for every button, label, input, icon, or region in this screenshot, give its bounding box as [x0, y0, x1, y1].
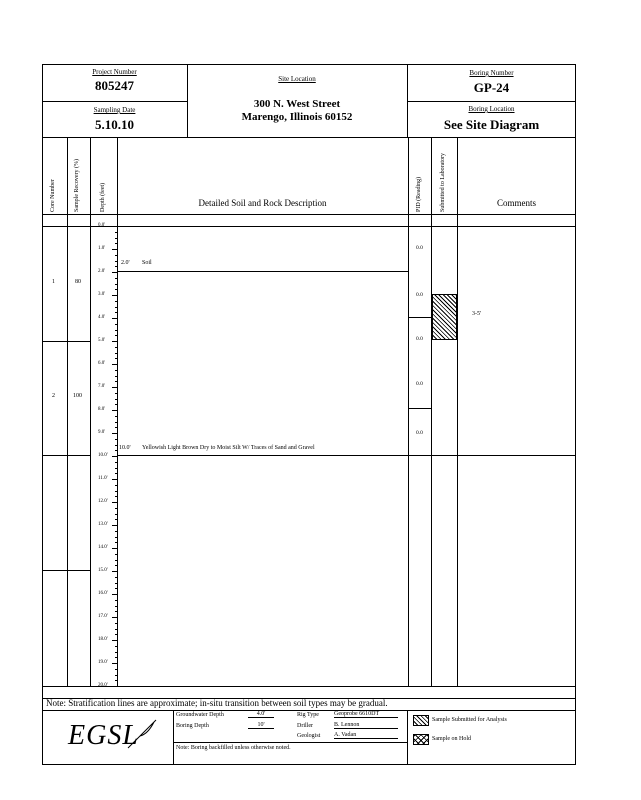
depth-tick [112, 617, 118, 618]
depth-tick [112, 433, 118, 434]
depth-minor-tick [115, 232, 118, 233]
core-recovery-2: 100 [73, 393, 82, 399]
strata-line [117, 455, 576, 456]
strata-description: Soil [142, 260, 152, 266]
depth-label: 15.0' [98, 568, 108, 573]
driller-label: Driller [297, 723, 313, 729]
depth-minor-tick [115, 347, 118, 348]
boring-log-frame [42, 64, 576, 765]
depth-tick [112, 272, 118, 273]
header-divider [42, 101, 187, 102]
column-header-bottom-2 [42, 226, 576, 227]
strata-line [117, 271, 408, 272]
sampling-date: 5.10.10 [95, 117, 134, 132]
depth-label: 4.0' [98, 315, 106, 320]
col-line-pid [431, 137, 432, 686]
depth-label: 5.0' [98, 338, 106, 343]
depth-minor-tick [115, 485, 118, 486]
depth-label: 12.0' [98, 499, 108, 504]
sampling-date-label: Sampling Date [93, 106, 136, 114]
footer-col-line [173, 710, 174, 765]
depth-minor-tick [115, 255, 118, 256]
submitted-sample-hatch [432, 294, 457, 340]
depth-minor-tick [115, 680, 118, 681]
depth-minor-tick [115, 422, 118, 423]
rig-type-label: Rig Type [297, 712, 319, 718]
depth-tick [112, 594, 118, 595]
depth-minor-tick [115, 623, 118, 624]
footer-top-line [42, 710, 576, 711]
depth-minor-tick [115, 450, 118, 451]
groundwater-label: Groundwater Depth [176, 712, 224, 718]
geologist-value: A. Vadan [334, 732, 398, 739]
depth-label: 19.0' [98, 660, 108, 665]
comment-text: 3-5' [472, 311, 482, 317]
log-bottom-line [42, 686, 576, 687]
site-address-line1: 300 N. West Street [253, 98, 341, 110]
depth-minor-tick [115, 588, 118, 589]
depth-minor-tick [115, 554, 118, 555]
depth-minor-tick [115, 675, 118, 676]
depth-tick [112, 249, 118, 250]
depth-label: 9.0' [98, 430, 106, 435]
pid-divider [408, 408, 431, 409]
depth-tick [112, 663, 118, 664]
core-boundary [42, 455, 90, 456]
description-header: Detailed Soil and Rock Description [198, 198, 327, 208]
rig-type-value: Geoprobe 6610DT [334, 711, 398, 718]
depth-tick [112, 341, 118, 342]
depth-minor-tick [115, 324, 118, 325]
core-boundary [42, 570, 90, 571]
core-boundary [42, 341, 90, 342]
core-number-header: Core Number [50, 179, 56, 212]
depth-minor-tick [115, 462, 118, 463]
depth-minor-tick [115, 301, 118, 302]
depth-minor-tick [115, 468, 118, 469]
pid-reading: 0.0 [416, 292, 423, 298]
site-address-line2: Marengo, Illinois 60152 [241, 111, 353, 123]
depth-tick [112, 640, 118, 641]
submitted-header: Submitted to Laboratory [440, 153, 446, 212]
boring-location: See Site Diagram [443, 117, 540, 132]
depth-minor-tick [115, 519, 118, 520]
depth-label: 8.0' [98, 407, 106, 412]
core-recovery-1: 80 [75, 279, 81, 285]
depth-label: 7.0' [98, 384, 106, 389]
depth-minor-tick [115, 376, 118, 377]
core-number-2: 2 [52, 393, 55, 399]
depth-minor-tick [115, 473, 118, 474]
depth-tick [112, 571, 118, 572]
header-divider [407, 101, 576, 102]
depth-label: 11.0' [98, 476, 108, 481]
depth-minor-tick [115, 560, 118, 561]
depth-tick [112, 318, 118, 319]
depth-minor-tick [115, 370, 118, 371]
depth-tick [112, 410, 118, 411]
col-line-submitted [457, 137, 458, 686]
depth-minor-tick [115, 669, 118, 670]
depth-minor-tick [115, 491, 118, 492]
depth-minor-tick [115, 629, 118, 630]
groundwater-value: 4.0' [248, 711, 274, 718]
site-location-label: Site Location [278, 75, 316, 83]
strata-description: Yellowish Light Brown Dry to Moist Silt W/ Traces of Sand and Gravel [142, 445, 315, 451]
depth-label: 18.0' [98, 637, 108, 642]
column-header-bottom [42, 214, 576, 215]
quill-icon [126, 716, 160, 750]
depth-label: 10.0' [98, 453, 108, 458]
depth-tick [112, 502, 118, 503]
depth-tick [112, 226, 118, 227]
depth-label: 0.0' [98, 223, 106, 228]
depth-minor-tick [115, 330, 118, 331]
depth-minor-tick [115, 652, 118, 653]
core-number-1: 1 [52, 279, 55, 285]
depth-minor-tick [115, 537, 118, 538]
depth-label: 2.0' [98, 269, 106, 274]
depth-tick [112, 364, 118, 365]
depth-label: 3.0' [98, 292, 106, 297]
depth-minor-tick [115, 404, 118, 405]
boring-depth-value: 10' [248, 722, 274, 729]
depth-minor-tick [115, 278, 118, 279]
sample-recovery-header: Sample Recovery (%) [74, 159, 80, 212]
legend-hold-swatch [413, 734, 429, 745]
depth-tick [112, 295, 118, 296]
depth-minor-tick [115, 307, 118, 308]
depth-minor-tick [115, 514, 118, 515]
depth-minor-tick [115, 358, 118, 359]
depth-header: Depth (feet) [100, 182, 106, 212]
depth-minor-tick [115, 289, 118, 290]
depth-minor-tick [115, 577, 118, 578]
depth-label: 13.0' [98, 522, 108, 527]
depth-minor-tick [115, 508, 118, 509]
geologist-label: Geologist [297, 733, 321, 739]
col-line-description [408, 137, 409, 686]
depth-minor-tick [115, 634, 118, 635]
depth-label: 20.0' [98, 683, 108, 688]
footer-col-line [407, 710, 408, 765]
depth-minor-tick [115, 531, 118, 532]
depth-minor-tick [115, 399, 118, 400]
project-number-label: Project Number [92, 68, 137, 76]
depth-minor-tick [115, 416, 118, 417]
backfill-note: Note: Boring backfilled unless otherwise noted. [176, 745, 291, 751]
stratification-note: Note: Stratification lines are approximate; in-situ transition between soil types may be gradual. [46, 698, 388, 708]
strata-depth: 2.0' [121, 260, 130, 266]
depth-tick [112, 548, 118, 549]
depth-minor-tick [115, 657, 118, 658]
header-bottom-line [42, 137, 576, 138]
legend-submitted-label: Sample Submitted for Analysis [432, 717, 507, 723]
footer-inner-line [173, 742, 407, 743]
boring-location-label: Boring Location [468, 105, 515, 113]
depth-minor-tick [115, 335, 118, 336]
pid-reading: 0.0 [416, 381, 423, 387]
col-line-core [67, 137, 68, 686]
depth-label: 1.0' [98, 246, 106, 251]
depth-label: 14.0' [98, 545, 108, 550]
depth-minor-tick [115, 427, 118, 428]
depth-tick [112, 387, 118, 388]
legend-hold-label: Sample on Hold [432, 736, 471, 742]
depth-minor-tick [115, 381, 118, 382]
strata-depth: 10.0' [119, 445, 131, 451]
depth-minor-tick [115, 261, 118, 262]
project-number: 805247 [95, 78, 134, 93]
depth-minor-tick [115, 266, 118, 267]
comments-header: Comments [496, 198, 536, 208]
depth-label: 17.0' [98, 614, 108, 619]
depth-tick [112, 456, 118, 457]
depth-minor-tick [115, 496, 118, 497]
pid-reading: 0.0 [416, 336, 423, 342]
depth-minor-tick [115, 565, 118, 566]
depth-minor-tick [115, 600, 118, 601]
depth-minor-tick [115, 583, 118, 584]
depth-tick [112, 479, 118, 480]
col-line-depth [117, 137, 118, 686]
pid-reading: 0.0 [416, 430, 423, 436]
boring-number-label: Boring Number [469, 69, 514, 77]
legend-submitted-swatch [413, 715, 429, 726]
depth-label: 6.0' [98, 361, 106, 366]
driller-value: B. Lennon [334, 722, 398, 729]
pid-divider [408, 317, 431, 318]
depth-minor-tick [115, 353, 118, 354]
depth-minor-tick [115, 439, 118, 440]
pid-header: PID (Reading) [416, 176, 422, 212]
col-line-recovery [90, 137, 91, 686]
depth-minor-tick [115, 542, 118, 543]
depth-minor-tick [115, 606, 118, 607]
depth-label: 16.0' [98, 591, 108, 596]
pid-reading: 0.0 [416, 245, 423, 251]
depth-minor-tick [115, 445, 118, 446]
depth-minor-tick [115, 646, 118, 647]
egsl-logo: EGSL [68, 720, 139, 751]
boring-number: GP-24 [473, 80, 510, 95]
depth-minor-tick [115, 312, 118, 313]
depth-minor-tick [115, 611, 118, 612]
depth-minor-tick [115, 284, 118, 285]
depth-minor-tick [115, 238, 118, 239]
depth-tick [112, 525, 118, 526]
depth-minor-tick [115, 243, 118, 244]
depth-minor-tick [115, 393, 118, 394]
boring-depth-label: Boring Depth [176, 723, 209, 729]
